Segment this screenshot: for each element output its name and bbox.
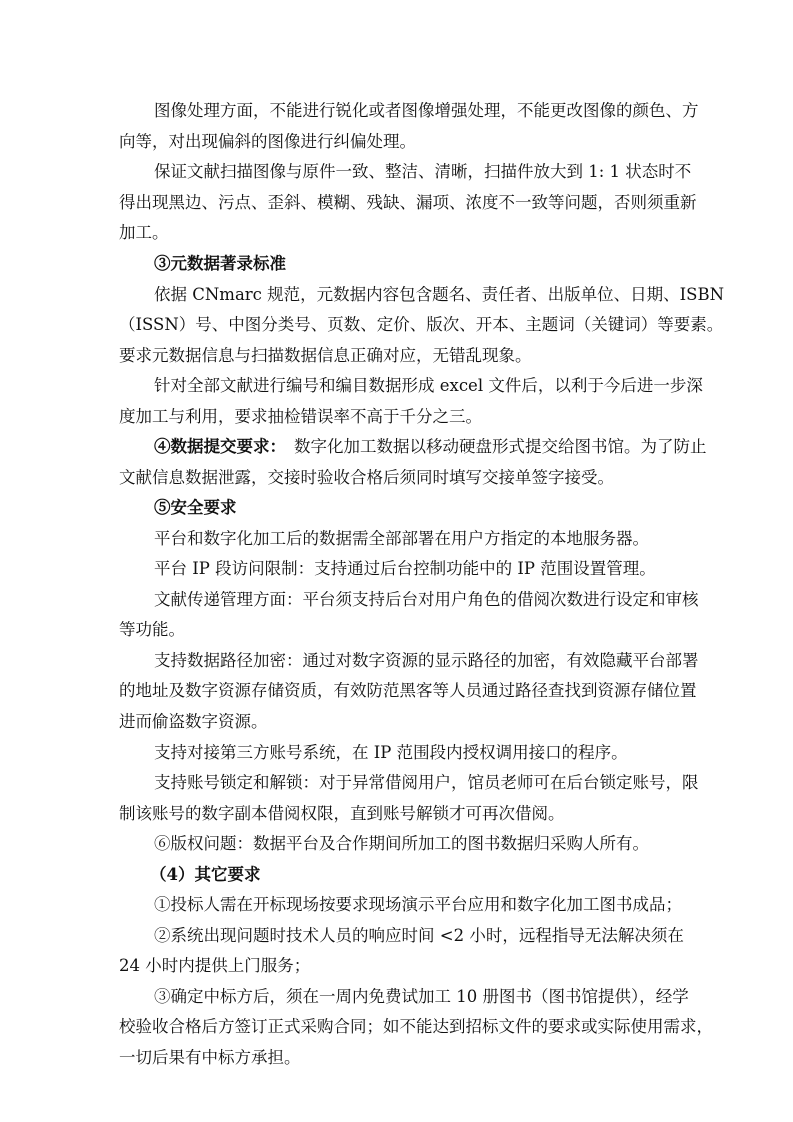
paragraph-line: 要求元数据信息与扫描数据信息正确对应，无错乱现象。 <box>119 346 532 365</box>
section-heading: （4）其它要求 <box>150 865 261 884</box>
paragraph-line: ②系统出现问题时技术人员的响应时间 <2 小时，远程指导无法解决须在 <box>154 926 684 945</box>
paragraph-line: 数字化加工数据以移动硬盘形式提交给图书馆。为了防止 <box>294 437 707 456</box>
section-heading: ⑤安全要求 <box>154 498 237 517</box>
paragraph-line: 24 小时内提供上门服务； <box>119 956 311 975</box>
paragraph-line: 得出现黑边、污点、歪斜、模糊、残缺、漏项、浓度不一致等问题，否则须重新 <box>119 193 697 212</box>
paragraph-line: ⑥版权问题：数据平台及合作期间所加工的图书数据归采购人所有。 <box>154 834 649 853</box>
section-heading: ③元数据著录标准 <box>154 254 286 273</box>
paragraph-line: 度加工与利用，要求抽检错误率不高于千分之三。 <box>119 407 482 426</box>
paragraph-line: 加工。 <box>119 223 169 242</box>
paragraph-line: 文献传递管理方面：平台须支持后台对用户角色的借阅次数进行设定和审核 <box>154 590 699 609</box>
paragraph-line: 图像处理方面，不能进行锐化或者图像增强处理，不能更改图像的颜色、方 <box>154 101 699 120</box>
paragraph-line: 制该账号的数字副本借阅权限，直到账号解锁才可再次借阅。 <box>119 804 565 823</box>
paragraph-line: 向等，对出现偏斜的图像进行纠偏处理。 <box>119 132 416 151</box>
paragraph-line: 支持对接第三方账号系统，在 IP 范围段内授权调用接口的程序。 <box>154 743 628 762</box>
paragraph-line: 等功能。 <box>119 620 185 639</box>
paragraph-line: 依据 CNmarc 规范，元数据内容包含题名、责任者、出版单位、日期、ISBN <box>154 285 725 304</box>
paragraph-line: （ISSN）号、中图分类号、页数、定价、版次、开本、主题词（关键词）等要素。 <box>119 315 724 334</box>
paragraph-line: 保证文献扫描图像与原件一致、整洁、清晰，扫描件放大到 1: 1 状态时不 <box>154 162 692 181</box>
paragraph-line: 文献信息数据泄露，交接时验收合格后须同时填写交接单签字接受。 <box>119 468 614 487</box>
paragraph-line: 校验收合格后方签订正式采购合同；如不能达到招标文件的要求或实际使用需求， <box>119 1017 713 1036</box>
paragraph-line: 支持账号锁定和解锁：对于异常借阅用户，馆员老师可在后台锁定账号，限 <box>154 773 699 792</box>
section-heading: ④数据提交要求： <box>154 437 286 456</box>
paragraph-line: 进而偷盗数字资源。 <box>119 712 268 731</box>
paragraph-line: 一切后果有中标方承担。 <box>119 1048 301 1067</box>
paragraph-line: 针对全部文献进行编号和编目数据形成 excel 文件后，以利于今后进一步深 <box>154 376 703 395</box>
paragraph-line: 的地址及数字资源存储资质，有效防范黑客等人员通过路径查找到资源存储位置 <box>119 681 697 700</box>
paragraph-line: ①投标人需在开标现场按要求现场演示平台应用和数字化加工图书成品； <box>154 895 682 914</box>
paragraph-line: ③确定中标方后，须在一周内免费试加工 10 册图书（图书馆提供），经学 <box>154 987 689 1006</box>
paragraph-line: 平台 IP 段访问限制：支持通过后台控制功能中的 IP 范围设置管理。 <box>154 559 656 578</box>
paragraph-line: 平台和数字化加工后的数据需全部部署在用户方指定的本地服务器。 <box>154 529 649 548</box>
paragraph-line: 支持数据路径加密：通过对数字资源的显示路径的加密，有效隐藏平台部署 <box>154 651 699 670</box>
